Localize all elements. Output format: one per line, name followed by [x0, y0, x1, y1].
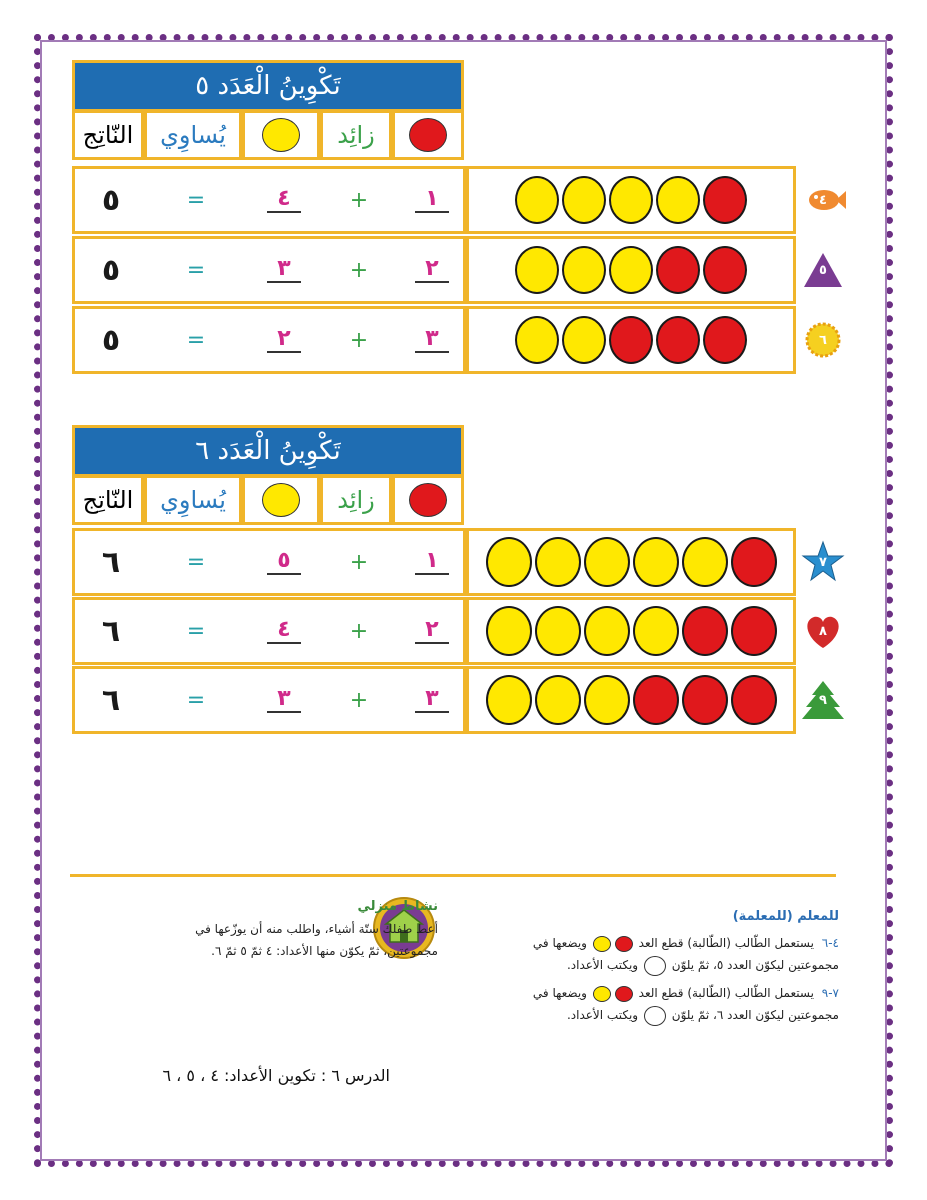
red-counter [656, 316, 700, 364]
result-value: ٥ [101, 322, 121, 358]
red-counter-icon [409, 483, 447, 517]
red-counter [731, 537, 777, 587]
equation-row [72, 597, 466, 665]
equation-row [72, 306, 466, 374]
equals-sign: = [186, 618, 206, 644]
plus-sign: + [349, 187, 369, 213]
home-activity-title: نشاط منزلي [357, 899, 438, 914]
yellow-counter-icon [593, 986, 611, 1002]
equals-sign: = [186, 187, 206, 213]
exercise-number-badge [800, 247, 846, 293]
plus-sign: + [349, 687, 369, 713]
result-value: ٦ [101, 682, 121, 718]
red-counter [731, 675, 777, 725]
counters-row [466, 528, 796, 596]
exercise-number-badge [800, 317, 846, 363]
addend-a-answer: ٣ [415, 327, 448, 353]
red-counter [656, 246, 700, 294]
yellow-counter-icon [593, 936, 611, 952]
addend-a-answer: ١ [415, 549, 448, 575]
red-counter [682, 606, 728, 656]
header-result: النّاتِج [72, 475, 144, 525]
yellow-counter [515, 176, 559, 224]
yellow-counter [633, 606, 679, 656]
yellow-counter [486, 675, 532, 725]
teacher-item-1: ٤-٦ يستعمل الطّالب (الطّالبة) قطع العد ويضعها في مجموعتين ليكوّن العدد ٥، ثمّ يلوّن ويكتب الأعداد. [479, 932, 839, 976]
addend-b-answer: ٤ [267, 618, 300, 644]
teacher-note-title: للمعلم (للمعلمة) [732, 909, 839, 924]
exercise-number: ٦ [819, 332, 827, 348]
addend-b-answer: ٥ [267, 549, 300, 575]
exercise-number: ٤ [819, 192, 827, 208]
home-activity [78, 896, 438, 962]
empty-circle-icon [644, 1006, 666, 1026]
addend-b-answer: ٣ [267, 687, 300, 713]
addend-a-answer: ١ [415, 187, 448, 213]
result-value: ٦ [101, 613, 121, 649]
yellow-counter [562, 246, 606, 294]
yellow-counter [584, 675, 630, 725]
header-red-counter [392, 475, 464, 525]
yellow-counter [535, 606, 581, 656]
plus-sign: + [349, 257, 369, 283]
empty-circle-icon [644, 956, 666, 976]
exercise-number: ٨ [819, 623, 827, 639]
result-value: ٥ [101, 182, 121, 218]
red-counter [703, 176, 747, 224]
teacher-item-2: ٧-٩ يستعمل الطّالب (الطّالبة) قطع العد ويضعها في مجموعتين ليكوّن العدد ٦، ثمّ يلوّن ويكتب الأعداد. [479, 982, 839, 1026]
red-counter [609, 316, 653, 364]
home-activity-line-1: أعط طفلك ستّة أشياء، واطلب منه أن يوزّعها في [195, 922, 438, 936]
red-counter [703, 246, 747, 294]
header-yellow-counter [242, 110, 320, 160]
addend-a-answer: ٢ [415, 618, 448, 644]
yellow-counter [535, 537, 581, 587]
exercise-number-badge [800, 539, 846, 585]
equation-row [72, 166, 466, 234]
addend-a-answer: ٣ [415, 687, 448, 713]
addend-a-answer: ٢ [415, 257, 448, 283]
counters-row [466, 166, 796, 234]
yellow-counter [562, 316, 606, 364]
equation-row [72, 236, 466, 304]
yellow-counter [609, 176, 653, 224]
addend-b-answer: ٣ [267, 257, 300, 283]
counters-row [466, 236, 796, 304]
equals-sign: = [186, 327, 206, 353]
yellow-counter [486, 537, 532, 587]
yellow-counter [515, 316, 559, 364]
exercise-number-badge [800, 608, 846, 654]
red-counter [682, 675, 728, 725]
equals-sign: = [186, 549, 206, 575]
result-value: ٦ [101, 544, 121, 580]
red-counter [731, 606, 777, 656]
red-counter-icon [409, 118, 447, 152]
teacher-note [479, 906, 839, 1026]
header-result: النّاتِج [72, 110, 144, 160]
home-activity-line-2: مجموعتين، ثمّ يكوّن منها الأعداد: ٤ ثمّ ٥ ثمّ ٦. [211, 944, 438, 958]
yellow-counter [515, 246, 559, 294]
header-yellow-counter [242, 475, 320, 525]
exercise-number-badge [800, 677, 846, 723]
section-title: تَكْوِينُ الْعَدَد ٥ [72, 60, 464, 112]
yellow-counter [609, 246, 653, 294]
equals-sign: = [186, 257, 206, 283]
red-counter-icon [615, 986, 633, 1002]
header-addend: زائِد [320, 475, 392, 525]
result-value: ٥ [101, 252, 121, 288]
yellow-counter [682, 537, 728, 587]
equation-row [72, 528, 466, 596]
section-title: تَكْوِينُ الْعَدَد ٦ [72, 425, 464, 477]
plus-sign: + [349, 549, 369, 575]
counters-row [466, 666, 796, 734]
header-equals: يُساوِي [144, 475, 242, 525]
equals-sign: = [186, 687, 206, 713]
exercise-number: ٧ [819, 554, 827, 570]
exercise-number: ٥ [819, 262, 827, 278]
yellow-counter [584, 606, 630, 656]
yellow-counter [535, 675, 581, 725]
exercise-number: ٩ [819, 692, 827, 708]
yellow-counter [486, 606, 532, 656]
red-counter-icon [615, 936, 633, 952]
addend-b-answer: ٢ [267, 327, 300, 353]
plus-sign: + [349, 618, 369, 644]
yellow-counter [656, 176, 700, 224]
yellow-counter [562, 176, 606, 224]
yellow-counter [633, 537, 679, 587]
separator-line [70, 874, 836, 877]
plus-sign: + [349, 327, 369, 353]
red-counter [703, 316, 747, 364]
header-red-counter [392, 110, 464, 160]
counters-row [466, 597, 796, 665]
header-equals: يُساوِي [144, 110, 242, 160]
yellow-counter-icon [262, 483, 300, 517]
yellow-counter [584, 537, 630, 587]
exercise-number-badge [800, 177, 846, 223]
red-counter [633, 675, 679, 725]
header-addend: زائِد [320, 110, 392, 160]
yellow-counter-icon [262, 118, 300, 152]
counters-row [466, 306, 796, 374]
addend-b-answer: ٤ [267, 187, 300, 213]
lesson-footer: الدرس ٦ : تكوين الأعداد: ٤ ، ٥ ، ٦ [162, 1066, 390, 1085]
equation-row [72, 666, 466, 734]
